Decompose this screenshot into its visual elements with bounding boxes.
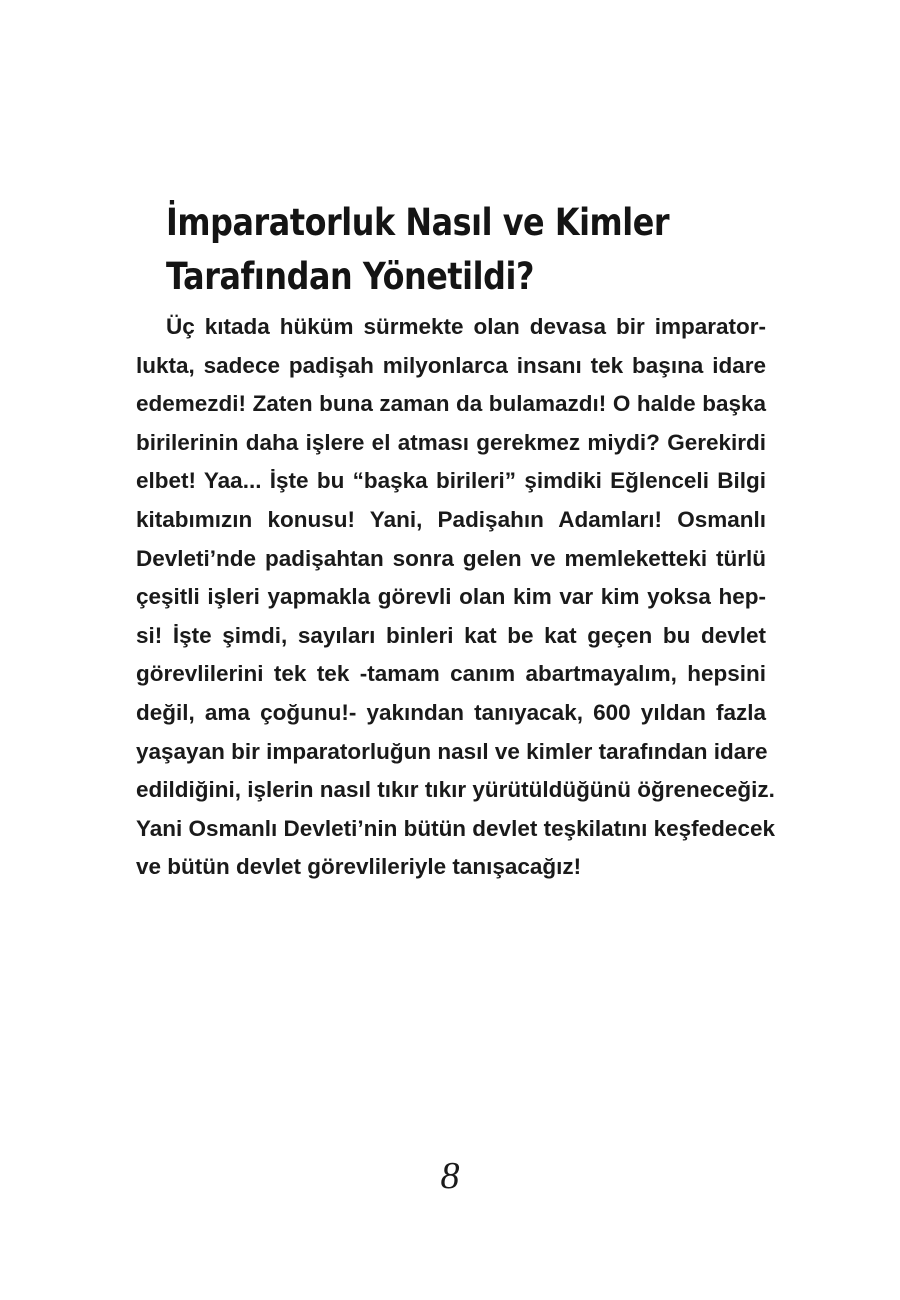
text-line: Üç kıtada hüküm sürmekte olan devasa bir imparator- <box>166 314 766 339</box>
heading-line: Tarafından Yönetildi? <box>166 255 534 298</box>
text-line: si! İşte şimdi, sayıları binleri kat be kat geçen bu devlet <box>136 622 766 648</box>
text-line: edildiğini, işlerin nasıl tıkır tıkır yürütüldüğünü öğreneceğiz. <box>136 777 775 803</box>
text-line: değil, ama çoğunu!- yakından tanıyacak, 600 yıldan fazla <box>136 699 766 725</box>
text-line: edemezdi! Zaten buna zaman da bulamazdı! O halde başka <box>136 391 766 417</box>
text-line: yaşayan bir imparatorluğun nasıl ve kimler tarafından idare <box>136 738 768 764</box>
page-number: 8 <box>440 1155 460 1197</box>
text-line: görevlilerini tek tek -tamam canım abartmayalım, hepsini <box>136 661 766 687</box>
text-line: birilerinin daha işlere el atması gerekmez miydi? Gerekirdi <box>136 429 766 455</box>
text-line: lukta, sadece padişah milyonlarca insanı tek başına idare <box>136 352 766 378</box>
chapter-heading <box>166 196 716 304</box>
text-line: Yani Osmanlı Devleti’nin bütün devlet teşkilatını keşfedecek <box>136 815 775 841</box>
text-line: elbet! Yaa... İşte bu “başka birileri” şimdiki Eğlenceli Bilgi <box>136 468 766 494</box>
text-line: Devleti’nde padişahtan sonra gelen ve memleketteki türlü <box>136 545 766 571</box>
heading-line: İmparatorluk Nasıl ve Kimler <box>166 201 670 244</box>
text-line: çeşitli işleri yapmakla görevli olan kim var kim yoksa hep- <box>136 584 766 610</box>
text-line: ve bütün devlet görevlileriyle tanışacağız! <box>136 854 582 880</box>
text-line: kitabımızın konusu! Yani, Padişahın Adamları! Osmanlı <box>136 506 766 532</box>
body-paragraph <box>136 308 775 887</box>
